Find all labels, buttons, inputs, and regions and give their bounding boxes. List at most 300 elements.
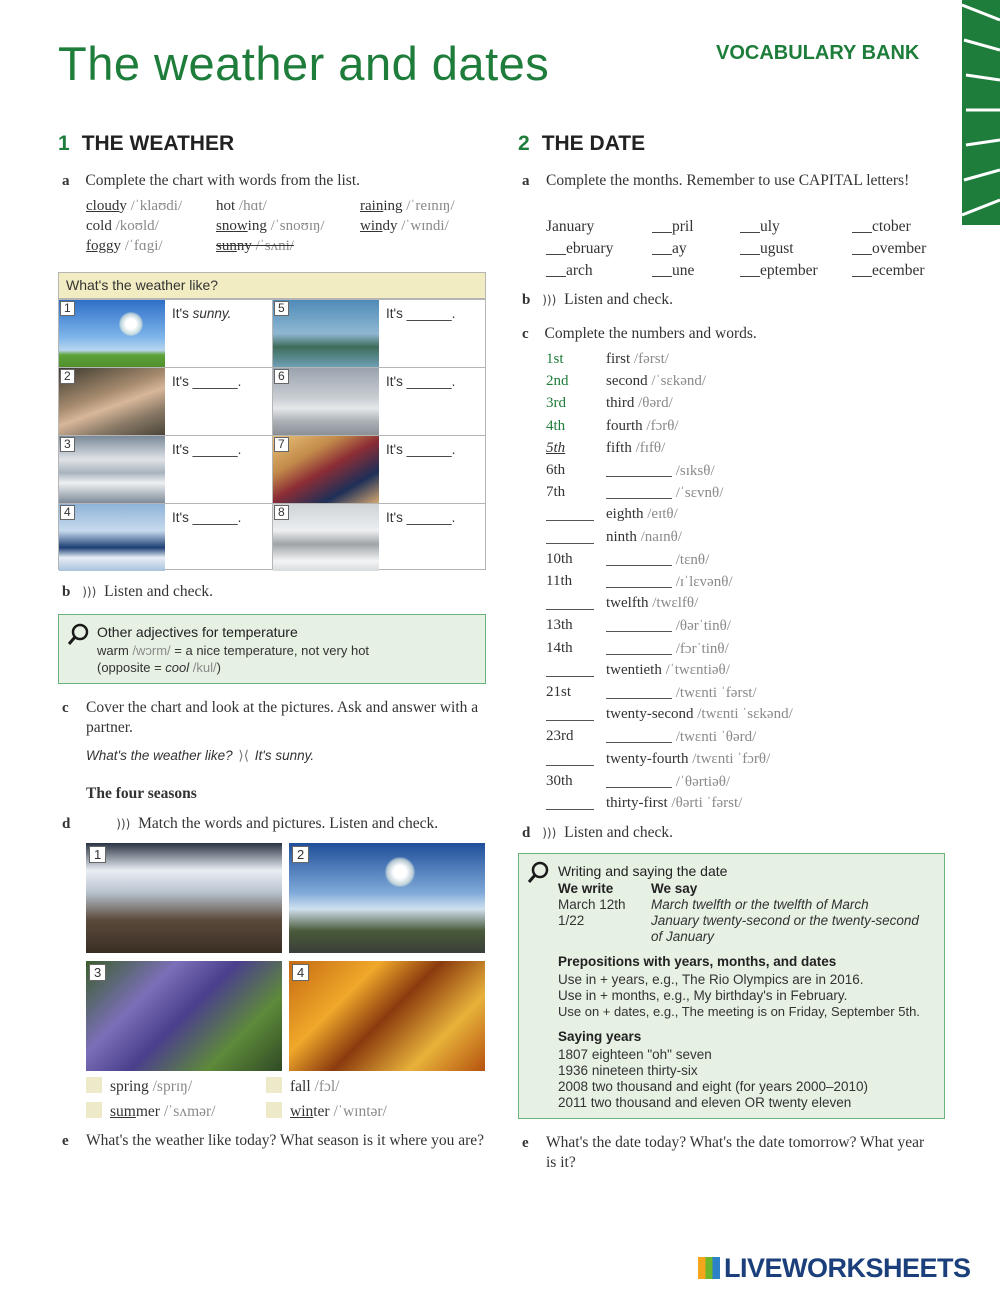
word-blank[interactable] [606,573,672,588]
sentence-prefix: It's [386,306,407,321]
season-word: ter [313,1103,330,1120]
section-title: THE DATE [541,132,646,155]
letter-blank[interactable] [852,263,872,277]
exercise-1a [62,171,360,191]
preposition-rule: Use in + months, e.g., My birthday's in February. [558,988,848,1003]
month-text: ctober [872,218,911,235]
word-item [360,198,455,215]
season-word-underlined: sum [110,1103,136,1120]
season-word: spring [110,1078,149,1095]
ordinal-word-cell [606,662,730,679]
month-text: ecember [872,262,925,279]
note-text: (opposite = [97,660,166,675]
exercise-2e [522,1133,932,1173]
seasons-heading: The four seasons [86,785,197,802]
word-pronunciation: /hɑt/ [238,198,267,214]
letter-blank[interactable] [740,219,760,233]
exercise-1c [62,698,482,738]
month-item [652,218,694,236]
sentence-prefix: It's [172,306,193,321]
ordinal-pronunciation: /sɪksθ/ [675,463,715,479]
section-number: 1 [58,132,70,155]
weather-cell [273,503,486,571]
ordinal-word-cell [606,640,729,658]
page-title: The weather and dates [58,37,550,90]
year-number: 1936 [558,1063,589,1078]
exercise-letter: d [62,816,71,832]
picture-number: 8 [274,505,289,520]
picture-number: 5 [274,301,289,316]
year-spoken: eighteen "oh" seven [591,1047,712,1062]
sentence [172,442,241,457]
word-blank[interactable] [606,551,672,566]
note-text: warm [97,643,133,658]
box-title: Writing and saying the date [558,863,728,879]
year-spoken: two thousand and eight (for years 2000–2010) [591,1079,869,1094]
season-word: mer [135,1103,160,1120]
word-rest: ny [236,238,252,254]
month-text: ugust [760,240,794,257]
sentence [172,510,241,525]
ordinal-word-cell [606,728,756,746]
month-text: ay [672,240,687,257]
temperature-note-box [58,614,486,684]
sunny-picture [59,300,165,367]
word-item [360,218,449,235]
exercise-instruction: What's the weather like today? What season is it where you are? [86,1132,485,1149]
sentence-prefix: It's [172,374,193,389]
ordinal-word-cell [606,351,669,368]
month-text: arch [566,262,593,279]
ordinal-pronunciation: /twɛnti ˈfərst/ [675,685,757,701]
year-spoken: two thousand and eleven OR twenty eleven [590,1095,852,1110]
sentence [172,374,241,389]
exercise-instruction: Cover the chart and look at the pictures. Ask and answer with a partner. [86,699,479,736]
speech-question: What's the weather like? [86,748,233,763]
liveworksheets-logo [698,1253,971,1284]
ordinal-word: third [606,395,635,412]
ordinal-number: 23rd [546,728,574,745]
audio-icon[interactable]: ))) [542,293,557,307]
sentence [172,306,231,321]
note-pronunciation: /wɔrm/ [132,643,171,658]
word-list [86,198,486,262]
number-blank[interactable] [546,662,596,680]
word-blank[interactable] [606,462,672,477]
picture-number: 3 [60,437,75,452]
sentence-prefix: It's [172,510,193,525]
ordinal-number: 6th [546,462,566,478]
ordinal-number: 5th [546,439,566,456]
word-pronunciation: /ˈfɑgi/ [124,238,163,254]
ordinal-word: ninth [606,528,637,545]
weather-cell [59,299,272,367]
ordinal-word-cell [606,617,731,635]
word-blank[interactable] [606,728,672,743]
answer-checkbox[interactable] [266,1077,282,1093]
write-example: 1/22 [558,913,585,928]
ordinal-pronunciation: /fɪfθ/ [635,439,666,456]
word-blank[interactable] [606,773,672,788]
month-text: pril [672,218,694,235]
month-item [852,262,925,280]
number-blank[interactable] [546,795,596,813]
word-pronunciation: /koʊld/ [115,218,159,234]
ordinal-word-cell [606,506,678,523]
season-option [86,1102,215,1121]
cold-picture [273,436,379,503]
word-rest: dy [382,218,398,234]
month-text: uly [760,218,780,235]
ordinal-pronunciation: /tɛnθ/ [675,551,710,568]
weather-cell [273,435,486,503]
windy-picture [59,504,165,571]
word-rest: ing [247,218,267,234]
answer-blank[interactable]: ______. [406,442,456,457]
fall-picture [289,961,485,1071]
ordinal-pronunciation: /θərd/ [638,395,673,412]
ordinal-pronunciation: /ˈsɛvnθ/ [675,485,724,502]
weather-chart [58,272,486,570]
ordinal-pronunciation: /twɛnti ˈsɛkənd/ [697,706,793,723]
exercise-letter: e [522,1135,529,1151]
ordinal-word-cell [606,706,793,723]
years-title: Saying years [558,1029,642,1044]
exercise-letter: e [62,1133,69,1149]
season-pronunciation: /ˈsʌmər/ [163,1103,216,1120]
exercise-instruction: Complete the numbers and words. [544,325,757,342]
winter-picture [86,843,282,953]
ordinal-number: 2nd [546,373,569,390]
letter-blank[interactable] [546,263,566,277]
word-pronunciation: /ˈreɪnɪŋ/ [406,198,455,214]
sentence-answer: sunny. [192,306,232,321]
letter-blank[interactable] [740,263,760,277]
exercise-1d [62,814,438,834]
summer-picture [289,843,485,953]
ordinal-pronunciation: /ˈθərtiəθ/ [675,773,731,790]
note-word: cool [165,660,190,675]
cloudy-picture [59,436,165,503]
sentence [386,442,455,457]
ordinal-word-cell [606,595,698,612]
year-number: 2008 [558,1079,589,1094]
sentence-prefix: It's [386,510,407,525]
word-pronunciation: /ˈsʌni/ [255,238,294,254]
word-item [216,198,267,215]
ordinal-pronunciation: /θərˈtinθ/ [675,618,731,635]
picture-number: 1 [60,301,75,316]
month-item [546,262,593,280]
exercise-2a [522,171,932,191]
ordinal-word-cell [606,373,706,390]
year-row [558,1047,712,1062]
ordinal-pronunciation: /twɛnti ˈθərd/ [675,729,757,746]
word-pronunciation: /ˈsnoʊɪŋ/ [270,218,325,234]
year-row [558,1079,868,1094]
word-blank[interactable] [606,640,672,655]
exercise-instruction: Complete the months. Remember to use CAPITAL letters! [546,172,910,189]
ordinal-word-cell [606,418,679,435]
word-item [86,218,159,235]
word-item-crossed [216,238,294,255]
sentence [386,510,455,525]
ordinal-pronunciation: /ˈtwɛntiəθ/ [665,661,730,678]
ordinal-word: fifth [606,439,632,456]
section-2-heading [518,132,645,156]
ordinal-number: 10th [546,550,573,567]
ordinal-pronunciation: /θərti ˈfərst/ [671,795,743,811]
exercise-instruction: Listen and check. [104,583,214,600]
exercise-letter: b [522,292,531,308]
picture-number: 4 [292,964,309,981]
season-pronunciation: /ˈwɪntər/ [333,1103,387,1120]
preposition-rule: Use in + years, e.g., The Rio Olympics are in 2016. [558,972,864,987]
month-item [652,240,687,258]
letter-blank[interactable] [546,241,566,255]
rainy-picture [273,300,379,367]
season-pronunciation: /fɔl/ [314,1078,340,1095]
ordinal-pronunciation: /fɔrθ/ [646,417,679,434]
note-title: Other adjectives for temperature [97,624,298,640]
letter-blank[interactable] [652,241,672,255]
month-item [852,218,911,236]
number-blank[interactable] [546,706,596,724]
ordinal-word-cell [606,684,757,702]
month-text: eptember [760,262,818,279]
word-blank[interactable] [606,484,672,499]
number-blank[interactable] [546,751,596,769]
note-pronunciation: /kul/ [189,660,217,675]
picture-number: 1 [89,846,106,863]
exercise-2c [522,324,757,344]
ordinal-number: 1st [546,351,564,367]
stripe-pattern [962,0,1000,225]
word-pronunciation: /ˈwɪndi/ [401,218,449,234]
word-underlined: fog [86,238,106,254]
word-rest: ing [383,198,403,214]
month-text: January [546,218,595,235]
ordinal-word: twelfth [606,595,649,612]
word-item [86,198,182,215]
season-word: fall [290,1078,311,1095]
sentence-prefix: It's [386,374,407,389]
exercise-1e [62,1131,486,1151]
magnifier-icon [527,860,551,884]
say-example: January twenty-second or the twenty-second of January [651,913,919,944]
word-rest: gy [106,238,121,254]
exercise-instruction: Listen and check. [564,824,674,841]
weather-cell [273,367,486,435]
exercise-letter: a [522,173,530,189]
exercise-2d [522,823,673,843]
answer-checkbox[interactable] [86,1077,102,1093]
ordinal-pronunciation: /twɛnti ˈfɔrθ/ [692,750,771,767]
word-underlined: sun [216,238,237,254]
ordinal-number: 3rd [546,395,566,412]
answer-blank[interactable]: ______. [192,442,242,457]
month-text: ovember [872,240,927,257]
word-blank[interactable] [606,684,672,699]
ordinal-pronunciation: /fərst/ [633,351,669,367]
answer-blank[interactable]: ______. [406,510,456,525]
audio-icon[interactable]: ))) [542,826,557,840]
exercise-instruction: Complete the chart with words from the list. [85,172,361,189]
section-number: 2 [518,132,530,155]
section-title: THE WEATHER [81,132,235,155]
snowing-picture [273,504,379,571]
picture-number: 3 [89,964,106,981]
chart-header: What's the weather like? [59,273,485,299]
ordinal-pronunciation: /naɪnθ/ [640,528,682,545]
month-item [852,240,926,258]
letter-blank[interactable] [652,219,672,233]
ordinal-word-cell [606,484,723,502]
season-option [266,1102,387,1121]
ordinal-word: fourth [606,417,643,434]
ordinal-word: twenty-fourth [606,750,689,767]
ordinal-word-cell [606,395,673,412]
picture-number: 2 [292,846,309,863]
number-blank[interactable] [546,506,596,524]
ordinal-number: 13th [546,617,573,634]
exercise-instruction: Listen and check. [564,291,674,308]
picture-number: 7 [274,437,289,452]
ordinal-word: thirty-first [606,795,668,811]
ordinal-word-cell [606,551,709,569]
exercise-letter: c [522,326,529,342]
year-row [558,1063,698,1078]
answer-checkbox[interactable] [86,1102,102,1118]
year-row [558,1095,851,1110]
ordinal-word: twenty-second [606,706,694,723]
month-text: une [672,262,695,279]
sentence-prefix: It's [172,442,193,457]
exercise-letter: a [62,173,70,189]
word-underlined: snow [216,218,248,234]
vocabulary-bank-label: VOCABULARY BANK [716,42,920,64]
exercise-letter: d [522,825,531,841]
ordinal-pronunciation: /ɪˈlɛvənθ/ [675,574,733,590]
note-text: = a nice temperature, not very hot [170,643,370,658]
letter-blank[interactable] [852,219,872,233]
ordinal-number: 21st [546,684,572,700]
month-item [546,240,613,258]
sentence-prefix: It's [386,442,407,457]
month-text: ebruary [566,240,614,257]
answer-blank[interactable]: ______. [192,510,242,525]
dialogue-example [86,748,314,764]
months-grid [546,218,946,284]
ordinal-word-cell [606,573,733,591]
ordinal-number: 7th [546,484,566,501]
exercise-1b [62,582,213,602]
year-spoken: nineteen thirty-six [591,1063,698,1078]
word-rest: y [119,198,127,214]
month-item [652,262,694,280]
number-blank[interactable] [546,595,596,613]
foggy-picture [273,368,379,435]
word-rest: hot [216,198,236,214]
ordinal-number: 30th [546,772,573,789]
year-number: 1807 [558,1047,589,1062]
logo-mark-icon [698,1257,720,1279]
magnifier-icon [67,622,91,646]
answer-checkbox[interactable] [266,1102,282,1118]
number-blank[interactable] [546,529,596,547]
weather-cell [273,299,486,367]
note-line-2 [97,660,221,675]
date-info-box [518,853,945,1119]
weather-cell [59,435,272,503]
word-underlined: cloud [86,198,120,214]
exercise-letter: b [62,584,71,600]
exercise-instruction: Match the words and pictures. Listen and check. [138,815,439,832]
exercise-2b [522,290,673,310]
word-item [216,218,325,235]
answer-blank[interactable]: ______. [192,374,242,389]
weather-cell [59,503,272,571]
col-header-say: We say [651,881,698,896]
write-example: March 12th [558,897,626,912]
section-1-heading [58,132,234,156]
season-pronunciation: /sprɪŋ/ [152,1078,193,1095]
decorative-tab-stripe [962,0,1000,225]
ordinal-word-cell [606,462,715,480]
word-rest: cold [86,218,112,234]
year-number: 2011 [558,1095,588,1110]
ordinal-word-cell [606,529,682,546]
audio-icon[interactable]: ))) [82,585,97,599]
ordinal-word: first [606,351,631,367]
word-blank[interactable] [606,617,672,632]
month-item [546,218,594,236]
ordinal-number: 4th [546,417,566,434]
word-underlined: win [360,218,383,234]
note-text: ) [216,660,221,675]
season-word-underlined: win [290,1103,314,1120]
ordinal-word-cell [606,773,730,791]
picture-number: 6 [274,369,289,384]
speech-answer: It's sunny. [254,748,315,763]
picture-number: 4 [60,505,75,520]
col-header-write: We write [558,881,614,896]
say-example: March twelfth or the twelfth of March [651,897,869,912]
ordinal-pronunciation: /twɛlfθ/ [652,595,699,612]
exercise-instruction: What's the date today? What's the date tomorrow? What year is it? [546,1134,925,1171]
letter-blank[interactable] [852,241,872,255]
ordinal-pronunciation: /eɪtθ/ [647,506,678,523]
logo-text: LIVEWORKSHEETS [724,1253,971,1283]
spring-picture [86,961,282,1071]
season-option [266,1077,340,1096]
ordinal-word-cell [606,795,742,812]
month-item [740,218,780,236]
ordinal-number: 14th [546,639,573,656]
note-line-1 [97,643,369,658]
ordinal-word-cell [606,440,665,457]
answer-blank[interactable]: ______. [406,374,456,389]
preposition-rule: Use on + dates, e.g., The meeting is on Friday, September 5th. [558,1004,920,1019]
answer-blank[interactable]: ______. [406,306,456,321]
sentence [386,306,455,321]
prepositions-title: Prepositions with years, months, and dates [558,954,837,969]
ordinal-word-cell [606,751,770,768]
word-pronunciation: /ˈklaʊdi/ [130,198,183,214]
audio-icon[interactable]: ))) [116,817,131,831]
letter-blank[interactable] [740,241,760,255]
letter-blank[interactable] [652,263,672,277]
